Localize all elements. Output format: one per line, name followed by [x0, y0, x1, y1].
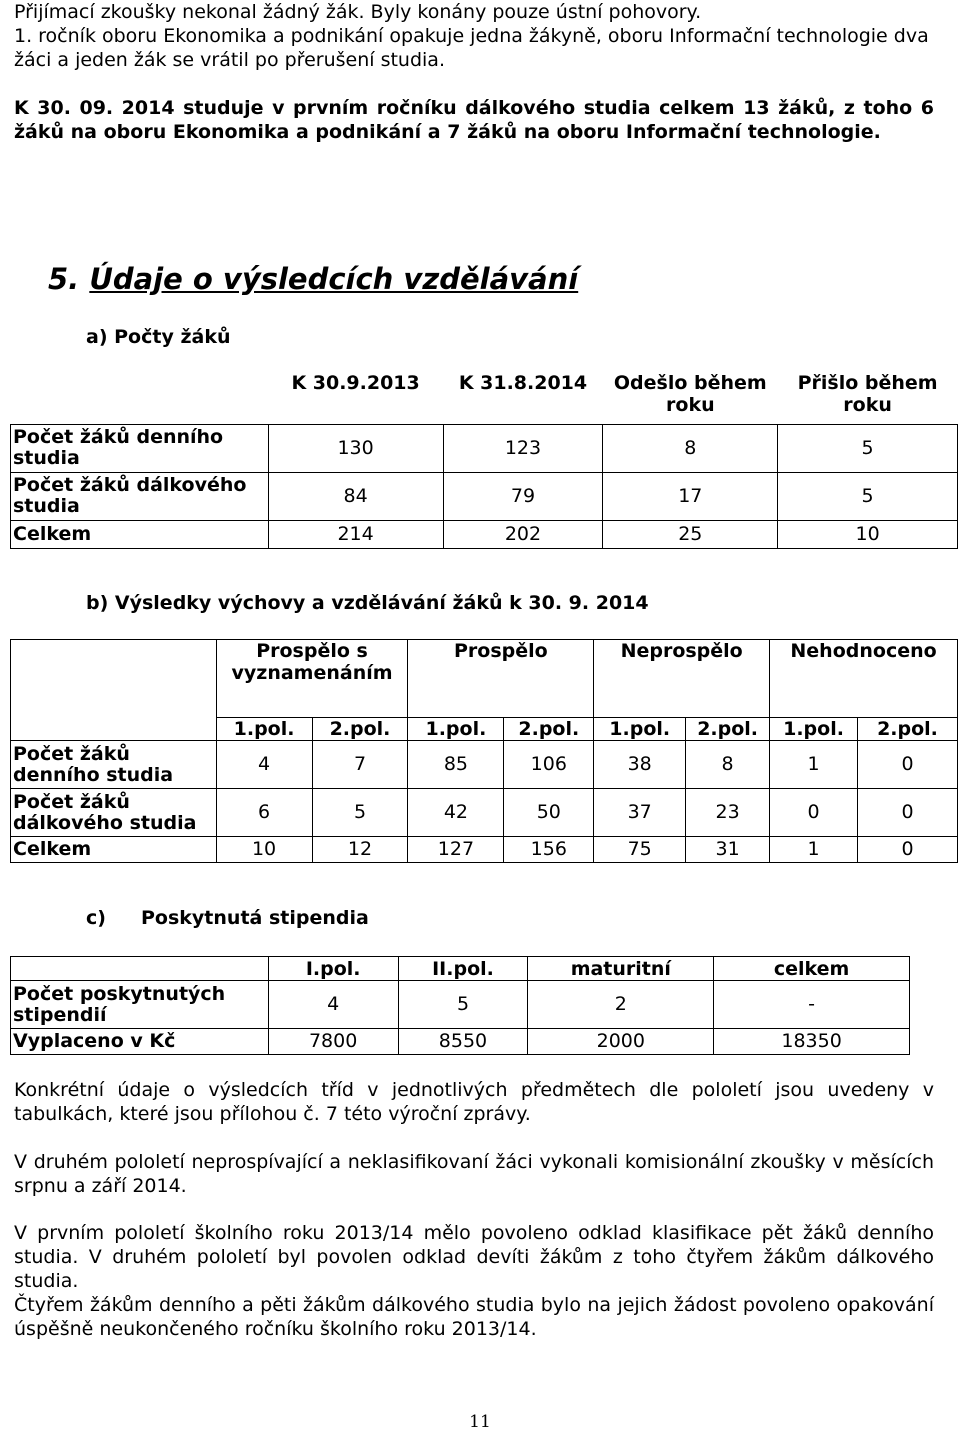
table-row — [11, 789, 958, 837]
row-label: Počet žáků denního studia — [11, 424, 269, 472]
table-cell: 1 — [770, 741, 858, 789]
row-label: Počet žáků dálkového studia — [11, 472, 269, 520]
table-cell: 4 — [268, 981, 398, 1029]
table-b-subheader-row — [11, 718, 958, 741]
table-cell: 23 — [686, 789, 770, 837]
table-b-group-row — [11, 640, 958, 718]
table-cell: 18350 — [714, 1029, 910, 1055]
table-cell: 8 — [603, 424, 778, 472]
note-paragraph: V prvním pololetí školního roku 2013/14 mělo povoleno odklad klasifikace pět žáků denního studia. V druhém pololetí byl povolen odklad devíti žákům z toho čtyřem žákům dálkového studia. — [14, 1222, 934, 1292]
table-a-header: K 31.8.2014 — [458, 372, 588, 394]
table-cell: 8550 — [398, 1029, 528, 1055]
row-label: Počet žáků dálkového studia — [11, 789, 217, 837]
table-cell: 1 — [770, 837, 858, 863]
table-cell: 106 — [504, 741, 594, 789]
table-c-header: II.pol. — [398, 957, 528, 981]
table-c-header: celkem — [714, 957, 910, 981]
summary-paragraph: K 30. 09. 2014 studuje v prvním ročníku dálkového studia celkem 13 žáků, z toho 6 žáků na oboru Ekonomika a podnikání a 7 žáků na oboru Informační technologie. — [14, 97, 934, 143]
table-cell: 79 — [443, 472, 603, 520]
table-b-group-header: Nehodnoceno — [770, 640, 958, 718]
table-b-subheader: 2.pol. — [504, 718, 594, 741]
table-cell: 5 — [778, 472, 958, 520]
table-cell: 10 — [216, 837, 312, 863]
table-row — [11, 837, 958, 863]
table-b-subheader: 2.pol. — [686, 718, 770, 741]
table-a-header: Přišlo během roku — [797, 372, 938, 416]
table-b-group-header: Prospělo — [408, 640, 594, 718]
table-row — [11, 424, 958, 472]
table-cell: 7 — [312, 741, 408, 789]
table-cell: 214 — [268, 520, 443, 548]
table-row — [11, 520, 958, 548]
table-cell: 75 — [594, 837, 686, 863]
table-cell: 156 — [504, 837, 594, 863]
table-cell: 38 — [594, 741, 686, 789]
table-c-header-row — [11, 957, 910, 981]
table-c-letter: c) — [86, 907, 106, 929]
row-label: Počet žáků denního studia — [11, 741, 217, 789]
table-cell: 84 — [268, 472, 443, 520]
table-a-header: Odešlo během roku — [613, 372, 767, 416]
table-cell: 130 — [268, 424, 443, 472]
table-cell: 5 — [398, 981, 528, 1029]
table-cell: 123 — [443, 424, 603, 472]
table-cell: 127 — [408, 837, 504, 863]
table-cell: 25 — [603, 520, 778, 548]
table-c — [10, 956, 910, 1055]
table-cell: 202 — [443, 520, 603, 548]
table-b-group-header: Neprospělo — [594, 640, 770, 718]
page-number: 11 — [469, 1412, 491, 1432]
table-b-subheader: 1.pol. — [216, 718, 312, 741]
table-cell: 2000 — [528, 1029, 714, 1055]
table-b-subheader: 1.pol. — [770, 718, 858, 741]
table-cell: 0 — [770, 789, 858, 837]
table-cell: 2 — [528, 981, 714, 1029]
table-cell: 8 — [686, 741, 770, 789]
table-cell: 6 — [216, 789, 312, 837]
note-paragraph: V druhém pololetí neprospívající a neklasifikovaní žáci vykonali komisionální zkoušky v měsících srpnu a září 2014. — [14, 1151, 934, 1197]
table-cell: 17 — [603, 472, 778, 520]
table-cell: 12 — [312, 837, 408, 863]
table-cell: 5 — [312, 789, 408, 837]
table-cell: 0 — [858, 741, 958, 789]
table-a-heading: a) Počty žáků — [86, 326, 231, 348]
table-cell: 5 — [778, 424, 958, 472]
table-row — [11, 472, 958, 520]
table-row — [11, 1029, 910, 1055]
note-paragraph: Konkrétní údaje o výsledcích tříd v jednotlivých předmětech dle pololetí jsou uvedeny v tabulkách, které jsou přílohou č. 7 této výroční zprávy. — [14, 1079, 934, 1125]
table-b-group-header: Prospělo s vyznamenáním — [216, 640, 408, 718]
section-number: 5. — [48, 262, 80, 296]
table-cell: 10 — [778, 520, 958, 548]
table-a-header-row — [11, 372, 958, 424]
intro-line-2: 1. ročník oboru Ekonomika a podnikání opakuje jedna žákyně, oboru Informační technologie dva žáci a jeden žák se vrátil po přerušení studia. — [14, 25, 929, 71]
table-cell: - — [714, 981, 910, 1029]
table-cell: 4 — [216, 741, 312, 789]
table-cell: 85 — [408, 741, 504, 789]
table-cell: 31 — [686, 837, 770, 863]
table-b-heading: b) Výsledky výchovy a vzdělávání žáků k 30. 9. 2014 — [86, 592, 649, 614]
table-row — [11, 741, 958, 789]
table-c-header: maturitní — [528, 957, 714, 981]
section-title: Údaje o výsledcích vzdělávání — [89, 262, 579, 296]
table-cell: 50 — [504, 789, 594, 837]
intro-line-1: Přijímací zkoušky nekonal žádný žák. Byly konány pouze ústní pohovory. — [14, 1, 702, 23]
table-b-subheader: 1.pol. — [594, 718, 686, 741]
row-label: Celkem — [11, 520, 269, 548]
table-b-subheader: 1.pol. — [408, 718, 504, 741]
table-cell: 42 — [408, 789, 504, 837]
table-cell: 7800 — [268, 1029, 398, 1055]
section-heading — [48, 262, 578, 296]
table-row — [11, 981, 910, 1029]
note-paragraph: Čtyřem žákům denního a pěti žákům dálkového studia bylo na jejich žádost povoleno opakování úspěšně neukončeného ročníku školního roku 2013/14. — [14, 1294, 934, 1340]
table-b — [10, 639, 958, 863]
row-label: Vyplaceno v Kč — [11, 1029, 269, 1055]
table-b-subheader: 2.pol. — [312, 718, 408, 741]
table-cell: 0 — [858, 789, 958, 837]
table-c-header: I.pol. — [268, 957, 398, 981]
table-b-subheader: 2.pol. — [858, 718, 958, 741]
row-label: Celkem — [11, 837, 217, 863]
table-cell: 37 — [594, 789, 686, 837]
table-a-header: K 30.9.2013 — [291, 372, 420, 394]
table-c-title: Poskytnutá stipendia — [141, 907, 369, 929]
table-a — [10, 372, 958, 549]
table-cell: 0 — [858, 837, 958, 863]
row-label: Počet poskytnutých stipendií — [11, 981, 269, 1029]
